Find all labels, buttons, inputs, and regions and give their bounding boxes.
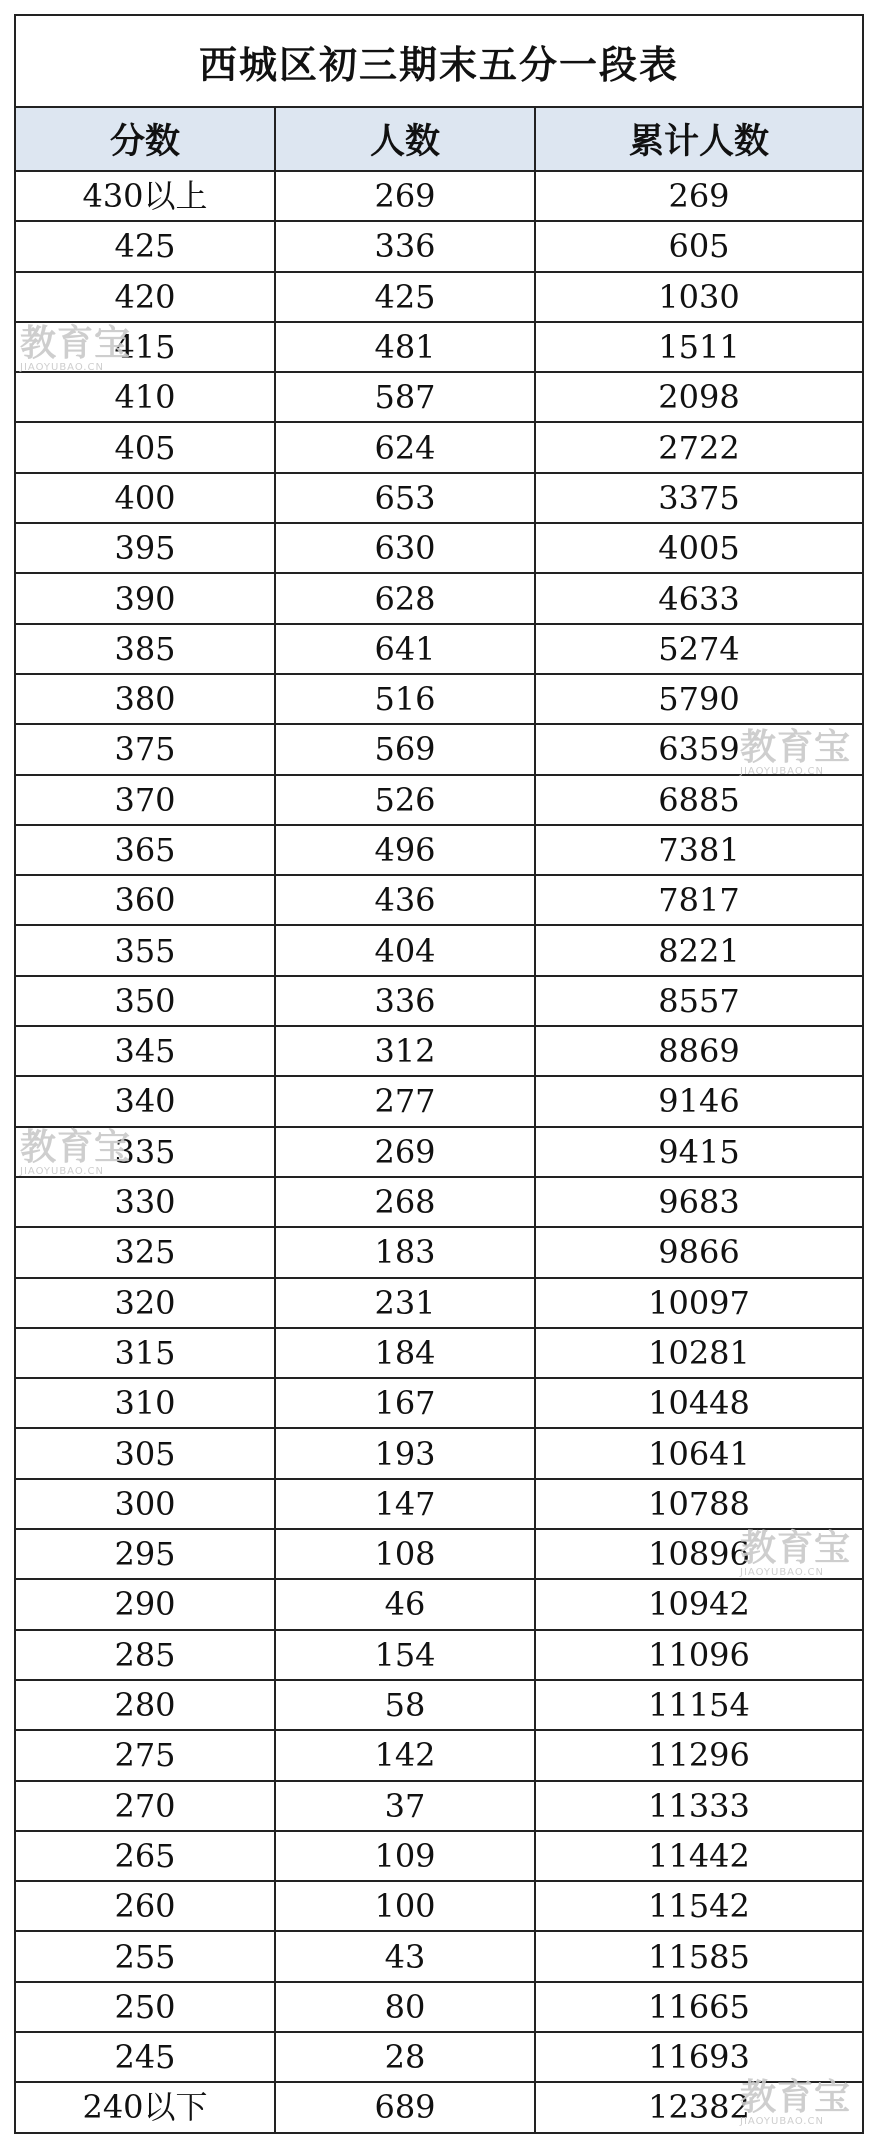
watermark-logo: 教育宝 <box>740 727 852 768</box>
cell-score: 405 <box>15 422 275 472</box>
cell-cumulative: 7817 <box>535 875 863 925</box>
cell-cumulative: 10942 <box>535 1579 863 1629</box>
cell-score: 355 <box>15 925 275 975</box>
cell-score: 340 <box>15 1076 275 1126</box>
cell-count: 43 <box>275 1931 535 1981</box>
cell-score: 275 <box>15 1730 275 1780</box>
cell-count: 109 <box>275 1831 535 1881</box>
table-title-row <box>15 15 863 107</box>
table-row <box>15 573 863 623</box>
table-row <box>15 875 863 925</box>
cell-cumulative: 11333 <box>535 1781 863 1831</box>
cell-count: 624 <box>275 422 535 472</box>
cell-cumulative: 9146 <box>535 1076 863 1126</box>
cell-score: 330 <box>15 1177 275 1227</box>
cell-count: 628 <box>275 573 535 623</box>
cell-score: 320 <box>15 1278 275 1328</box>
table-row <box>15 1026 863 1076</box>
cell-count: 100 <box>275 1881 535 1931</box>
cell-cumulative: 605 <box>535 221 863 271</box>
cell-count: 184 <box>275 1328 535 1378</box>
table-row <box>15 976 863 1026</box>
table-row <box>15 1278 863 1328</box>
watermark-logo: 教育宝 <box>740 1528 852 1569</box>
table-row <box>15 523 863 573</box>
watermark-logo: 教育宝 <box>20 323 132 364</box>
table-row <box>15 1177 863 1227</box>
table-row <box>15 1982 863 2032</box>
cell-cumulative: 3375 <box>535 473 863 523</box>
column-header-score: 分数 <box>15 107 275 171</box>
cell-score: 335 <box>15 1127 275 1177</box>
cell-cumulative: 8869 <box>535 1026 863 1076</box>
cell-score: 345 <box>15 1026 275 1076</box>
cell-count: 108 <box>275 1529 535 1579</box>
table-row <box>15 1127 863 1177</box>
cell-count: 231 <box>275 1278 535 1328</box>
cell-score: 360 <box>15 875 275 925</box>
cell-cumulative: 9866 <box>535 1227 863 1277</box>
cell-count: 404 <box>275 925 535 975</box>
cell-cumulative: 8557 <box>535 976 863 1026</box>
cell-cumulative: 9683 <box>535 1177 863 1227</box>
cell-cumulative: 4005 <box>535 523 863 573</box>
watermark-logo: 教育宝 <box>20 1127 132 1168</box>
cell-count: 496 <box>275 825 535 875</box>
table-row <box>15 1529 863 1579</box>
cell-count: 336 <box>275 976 535 1026</box>
cell-count: 569 <box>275 724 535 774</box>
cell-score: 365 <box>15 825 275 875</box>
table-row <box>15 674 863 724</box>
table-row <box>15 2082 863 2132</box>
table-row <box>15 925 863 975</box>
cell-score: 410 <box>15 372 275 422</box>
cell-cumulative: 11693 <box>535 2032 863 2082</box>
cell-count: 641 <box>275 624 535 674</box>
table-row <box>15 1781 863 1831</box>
cell-cumulative: 11154 <box>535 1680 863 1730</box>
cell-score: 430以上 <box>15 171 275 221</box>
watermark-url: JIAOYUBAO.CN <box>20 1166 104 1177</box>
cell-count: 516 <box>275 674 535 724</box>
cell-count: 193 <box>275 1428 535 1478</box>
table-row <box>15 724 863 774</box>
cell-count: 268 <box>275 1177 535 1227</box>
table-row <box>15 1931 863 1981</box>
cell-cumulative: 2098 <box>535 372 863 422</box>
cell-count: 167 <box>275 1378 535 1428</box>
table-row <box>15 473 863 523</box>
watermark-url: JIAOYUBAO.CN <box>740 1567 824 1578</box>
cell-count: 183 <box>275 1227 535 1277</box>
cell-count: 336 <box>275 221 535 271</box>
cell-count: 142 <box>275 1730 535 1780</box>
cell-count: 277 <box>275 1076 535 1126</box>
cell-cumulative: 2722 <box>535 422 863 472</box>
cell-score: 295 <box>15 1529 275 1579</box>
cell-score: 325 <box>15 1227 275 1277</box>
cell-score: 425 <box>15 221 275 271</box>
cell-score: 280 <box>15 1680 275 1730</box>
table-row <box>15 1831 863 1881</box>
cell-score: 420 <box>15 272 275 322</box>
table-title: 西城区初三期末五分一段表 <box>15 15 863 107</box>
cell-cumulative: 5274 <box>535 624 863 674</box>
cell-score: 305 <box>15 1428 275 1478</box>
cell-cumulative: 8221 <box>535 925 863 975</box>
table-row <box>15 2032 863 2082</box>
cell-cumulative: 10097 <box>535 1278 863 1328</box>
table-row <box>15 272 863 322</box>
cell-count: 587 <box>275 372 535 422</box>
cell-count: 312 <box>275 1026 535 1076</box>
cell-score: 250 <box>15 1982 275 2032</box>
cell-score: 290 <box>15 1579 275 1629</box>
table-row <box>15 1881 863 1931</box>
cell-cumulative: 9415 <box>535 1127 863 1177</box>
cell-score: 310 <box>15 1378 275 1428</box>
table-row <box>15 1630 863 1680</box>
watermark-url: JIAOYUBAO.CN <box>20 362 104 373</box>
cell-score: 370 <box>15 775 275 825</box>
cell-cumulative: 7381 <box>535 825 863 875</box>
cell-cumulative: 10641 <box>535 1428 863 1478</box>
cell-cumulative: 6359 <box>535 724 863 774</box>
cell-score: 400 <box>15 473 275 523</box>
cell-score: 300 <box>15 1479 275 1529</box>
table-row <box>15 1579 863 1629</box>
table-row <box>15 1378 863 1428</box>
cell-score: 385 <box>15 624 275 674</box>
cell-score: 270 <box>15 1781 275 1831</box>
watermark-logo: 教育宝 <box>740 2077 852 2118</box>
cell-score: 255 <box>15 1931 275 1981</box>
cell-cumulative: 11665 <box>535 1982 863 2032</box>
cell-score: 380 <box>15 674 275 724</box>
cell-score: 315 <box>15 1328 275 1378</box>
cell-count: 436 <box>275 875 535 925</box>
cell-cumulative: 10896 <box>535 1529 863 1579</box>
score-distribution-table <box>14 14 864 2134</box>
table-row <box>15 171 863 221</box>
cell-count: 689 <box>275 2082 535 2132</box>
cell-score: 245 <box>15 2032 275 2082</box>
cell-count: 28 <box>275 2032 535 2082</box>
cell-score: 240以下 <box>15 2082 275 2132</box>
watermark-url: JIAOYUBAO.CN <box>740 766 824 777</box>
table-row <box>15 372 863 422</box>
cell-count: 80 <box>275 1982 535 2032</box>
table-row <box>15 1428 863 1478</box>
table-row <box>15 1730 863 1780</box>
cell-score: 285 <box>15 1630 275 1680</box>
cell-count: 37 <box>275 1781 535 1831</box>
cell-cumulative: 10788 <box>535 1479 863 1529</box>
table-row <box>15 775 863 825</box>
cell-cumulative: 4633 <box>535 573 863 623</box>
cell-count: 526 <box>275 775 535 825</box>
cell-score: 375 <box>15 724 275 774</box>
cell-cumulative: 269 <box>535 171 863 221</box>
table-row <box>15 322 863 372</box>
cell-cumulative: 11585 <box>535 1931 863 1981</box>
cell-count: 147 <box>275 1479 535 1529</box>
table-row <box>15 422 863 472</box>
cell-count: 269 <box>275 171 535 221</box>
cell-cumulative: 11442 <box>535 1831 863 1881</box>
cell-score: 350 <box>15 976 275 1026</box>
table-row <box>15 1227 863 1277</box>
cell-count: 481 <box>275 322 535 372</box>
cell-cumulative: 1511 <box>535 322 863 372</box>
table-row <box>15 1328 863 1378</box>
table-header-row <box>15 107 863 171</box>
table-row <box>15 1479 863 1529</box>
table-row <box>15 1076 863 1126</box>
column-header-count: 人数 <box>275 107 535 171</box>
watermark-url: JIAOYUBAO.CN <box>740 2116 824 2127</box>
cell-cumulative: 10448 <box>535 1378 863 1428</box>
cell-score: 390 <box>15 573 275 623</box>
cell-count: 58 <box>275 1680 535 1730</box>
table-body <box>15 171 863 2133</box>
cell-cumulative: 11296 <box>535 1730 863 1780</box>
cell-score: 260 <box>15 1881 275 1931</box>
cell-score: 395 <box>15 523 275 573</box>
cell-count: 154 <box>275 1630 535 1680</box>
cell-cumulative: 10281 <box>535 1328 863 1378</box>
cell-cumulative: 5790 <box>535 674 863 724</box>
cell-cumulative: 11096 <box>535 1630 863 1680</box>
table-row <box>15 825 863 875</box>
cell-cumulative: 11542 <box>535 1881 863 1931</box>
cell-cumulative: 1030 <box>535 272 863 322</box>
table-row <box>15 221 863 271</box>
cell-score: 415 <box>15 322 275 372</box>
table-row <box>15 1680 863 1730</box>
cell-count: 269 <box>275 1127 535 1177</box>
cell-cumulative: 6885 <box>535 775 863 825</box>
table-row <box>15 624 863 674</box>
cell-count: 630 <box>275 523 535 573</box>
cell-count: 46 <box>275 1579 535 1629</box>
column-header-cumulative: 累计人数 <box>535 107 863 171</box>
cell-count: 653 <box>275 473 535 523</box>
cell-count: 425 <box>275 272 535 322</box>
cell-score: 265 <box>15 1831 275 1881</box>
cell-cumulative: 12382 <box>535 2082 863 2132</box>
